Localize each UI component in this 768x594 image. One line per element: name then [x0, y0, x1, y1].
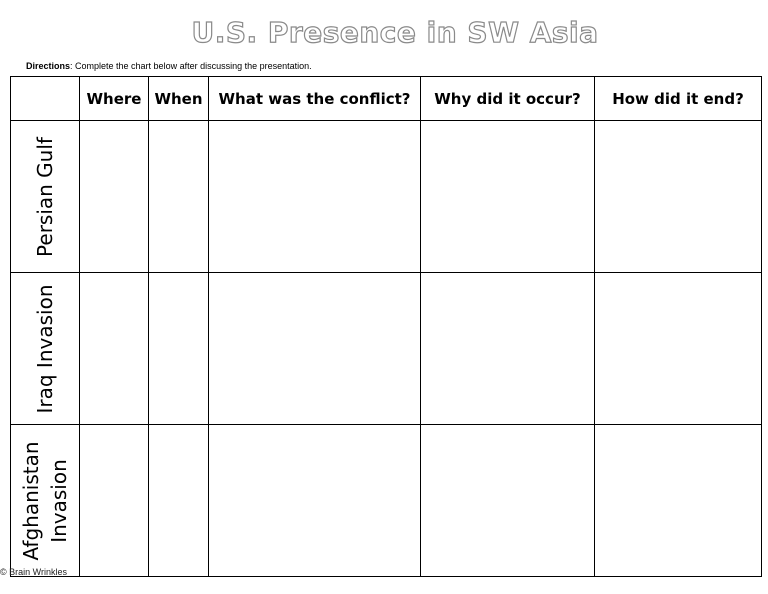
answer-cell-when[interactable]: [149, 425, 209, 577]
row-label: [17, 441, 73, 560]
header-why-occur: Why did it occur?: [421, 77, 595, 121]
answer-cell-conflict[interactable]: [209, 121, 421, 273]
row-label-line: Invasion: [47, 458, 71, 543]
answer-cell-conflict[interactable]: [209, 425, 421, 577]
answer-cell-end[interactable]: [595, 121, 762, 273]
row-label-cell: [11, 425, 80, 577]
copyright-notice: © Brain Wrinkles: [0, 567, 67, 577]
answer-cell-why[interactable]: [421, 273, 595, 425]
header-row: [11, 77, 762, 121]
row-iraq-invasion: [11, 273, 762, 425]
directions-label: Directions: [26, 61, 71, 71]
answer-cell-end[interactable]: [595, 273, 762, 425]
row-label: [31, 284, 59, 413]
answer-cell-when[interactable]: [149, 273, 209, 425]
row-label-line: Afghanistan: [19, 440, 43, 561]
row-label-cell: [11, 121, 80, 273]
row-label-line: Iraq Invasion: [33, 284, 57, 413]
header-what-conflict: What was the conflict?: [209, 77, 421, 121]
header-when: When: [149, 77, 209, 121]
row-label: [31, 137, 59, 257]
answer-cell-where[interactable]: [80, 273, 149, 425]
worksheet-chart: [10, 76, 762, 577]
directions-text: : Complete the chart below after discussing the presentation.: [70, 61, 312, 71]
answer-cell-end[interactable]: [595, 425, 762, 577]
row-persian-gulf: [11, 121, 762, 273]
worksheet-title: U.S. Presence in SW Asia: [191, 16, 599, 49]
row-label-line: Persian Gulf: [33, 136, 57, 257]
answer-cell-conflict[interactable]: [209, 273, 421, 425]
header-corner-cell: [11, 77, 80, 121]
answer-cell-where[interactable]: [80, 425, 149, 577]
answer-cell-when[interactable]: [149, 121, 209, 273]
answer-cell-why[interactable]: [421, 121, 595, 273]
row-label-cell: [11, 273, 80, 425]
directions: [26, 61, 312, 71]
header-where: Where: [80, 77, 149, 121]
answer-cell-where[interactable]: [80, 121, 149, 273]
answer-cell-why[interactable]: [421, 425, 595, 577]
header-how-end: How did it end?: [595, 77, 762, 121]
row-afghanistan-invasion: [11, 425, 762, 577]
